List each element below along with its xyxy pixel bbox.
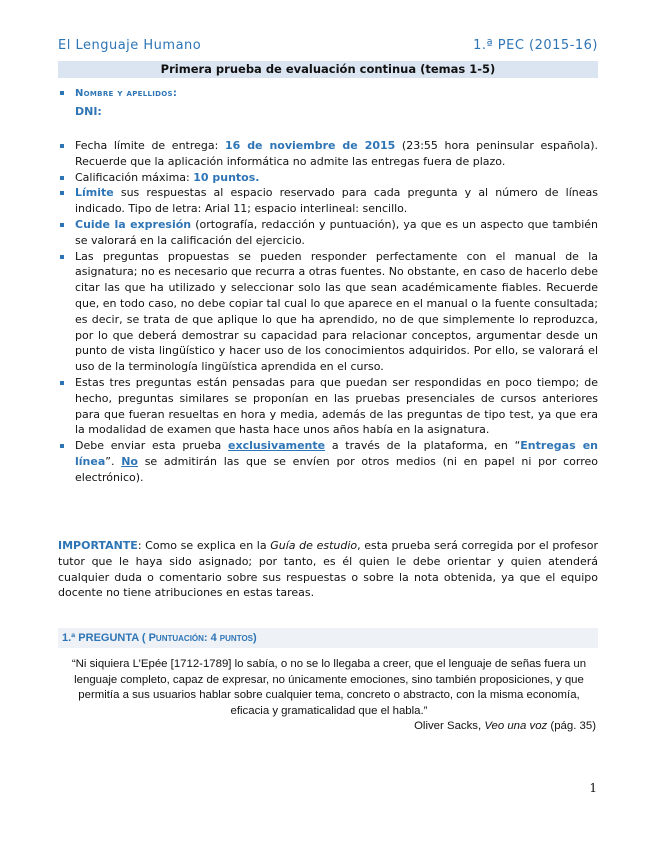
platform-emphasis: exclusivamente <box>228 439 326 453</box>
bullet-icon <box>60 255 64 259</box>
important-label: IMPORTANTE <box>58 539 138 552</box>
list-item: Límite sus respuestas al espacio reservado para cada pregunta y al número de líneas indicado. Tipo de letra: Arial 11; espacio interlineal: sencillo. <box>58 185 598 217</box>
list-item: Cuide la expresión (ortografía, redacción y puntuación), ya que es un aspecto que también se valorará en la calificación del ejercicio. <box>58 217 598 249</box>
course-title: El Lenguaje Humano <box>58 38 202 53</box>
important-note: IMPORTANTE: Como se explica en la Guía de estudio, esta prueba será corregida por el profesor tutor que le haya sido asignado; por tanto, es él quien le debe orientar y quien atenderá cualquier duda o comentario sobre sus respuestas o sobre la nota obtenida, ya que el equipo docente no tiene atribuciones en estas tareas. <box>58 539 599 600</box>
question-heading: 1.ª PREGUNTA ( Puntuación: 4 puntos) <box>58 628 598 648</box>
name-field <box>58 85 598 102</box>
quote-attribution: Oliver Sacks, Veo una voz (pág. 35) <box>414 720 596 732</box>
list-item: Calificación máxima: 10 puntos. <box>58 170 598 186</box>
bullet-icon <box>60 176 64 180</box>
instructions-list <box>58 138 598 486</box>
page-number: 1 <box>589 781 597 795</box>
bullet-icon <box>60 223 64 227</box>
list-item: Las preguntas propuestas se pueden responder perfectamente con el manual de la asignatura; no es necesario que recurra a otras fuentes. No obstante, en caso de hacerlo debe citar las que ha utilizado y seleccionar solo las que sean académicamente fiables. Recuerde que, en todo caso, no debe copiar tal cual lo que aparece en el manual o la fuente consultada; es decir, se trata de que aplique lo que ha aprendido, no de que simplemente lo reproduzca, por lo que deberá demostrar su capacidad para relacionar conceptos, argumentar desde un punto de vista lingüístico y hacer uso de los conocimientos adquiridos. Por ello, se valorará el uso de la terminología lingüística aprendida en el curso. <box>58 249 598 375</box>
list-item: Fecha límite de entrega: 16 de noviembre de 2015 (23:55 hora peninsular española). Recuerde que la aplicación informática no admite las entregas fuera de plazo. <box>58 138 598 170</box>
name-label: Nombre y apellidos: <box>75 88 178 99</box>
page-header <box>58 38 598 56</box>
bullet-icon <box>60 444 64 448</box>
dni-label: DNI: <box>75 104 102 118</box>
exam-id: 1.ª PEC (2015-16) <box>473 38 598 53</box>
list-item: Estas tres preguntas están pensadas para que puedan ser respondidas en poco tiempo; de hecho, preguntas similares se proponían en las pruebas presenciales de cursos anteriores para que fueran resueltas en hora y media, además de las preguntas de tipo test, ya que era la modalidad de examen que hasta hace unos años había en la asignatura. <box>58 375 598 438</box>
bullet-icon <box>60 381 64 385</box>
student-fields <box>58 85 598 120</box>
exam-title: Primera prueba de evaluación continua (temas 1-5) <box>58 61 598 78</box>
bullet-icon <box>60 91 64 95</box>
list-item: Debe enviar esta prueba exclusivamente a través de la plataforma, en “Entregas en línea”. No se admitirán las que se envíen por otros medios (ni en papel ni por correo electrónico). <box>58 438 598 485</box>
quote-text: “Ni siquiera L’Epée [1712-1789] lo sabía, o no se lo llegaba a creer, que el lenguaje de señas fuera un lenguaje completo, capaz de expresar, no únicamente emociones, sino también proposiciones, y que permitía a sus usuarios hablar sobre cualquier tema, concreto o abstracto, con la misma economía, eficacia y gramaticalidad que el habla.” <box>71 658 587 717</box>
bullet-icon <box>60 144 64 148</box>
bullet-icon <box>60 191 64 195</box>
dni-field <box>58 104 598 120</box>
